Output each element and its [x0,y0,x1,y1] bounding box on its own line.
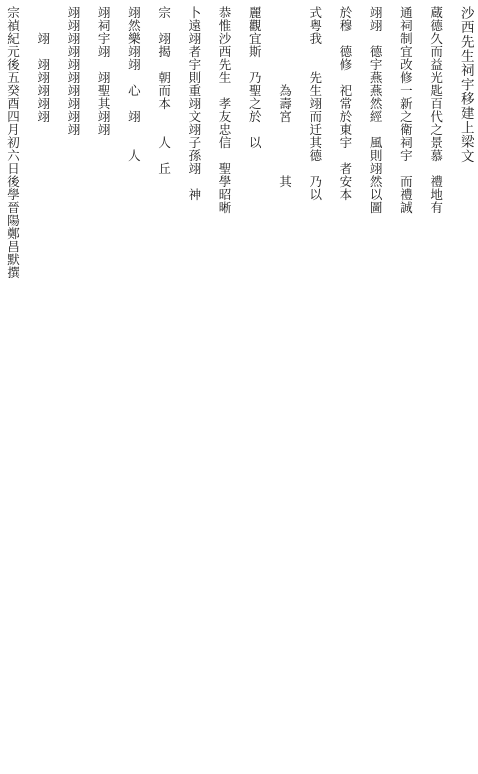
text-column: 麗觀宜斯 乃聖之於 以 [247,6,263,149]
text-column: 蔵德久而益光匙百代之景慕 禮地有 [428,6,444,214]
text-column: 宗 翊揭 朝而本 人 丘 [156,6,172,175]
text-column: 翊翊翊翊翊翊翊翊翊翊 [65,6,81,136]
dedication-line: 宗禎紀元後五癸酉四月初六日後學晉陽鄭昌默撰 [5,6,21,279]
text-column: 為壽宮 其 [277,6,293,188]
text-column: 翊 翊翊翊翊翊 [35,6,51,123]
document-title: 沙西先生祠宇移建上梁文 [457,6,474,164]
text-column: 卜遠翊者宇則重翊文翊子孫翊 神 [186,6,202,201]
text-column: 通祠制宜改修一新之衛祠宇 而禮誠 [398,6,414,214]
text-column: 翊祠宇翊 翊聖其翊翊 [96,6,112,136]
text-column: 翊翊 德宇燕燕然經 風則翊然以圖 [368,6,384,214]
text-column: 於穆 德修 祀常於東宇 者安本 [337,6,353,201]
text-columns [6,6,472,768]
text-column: 式粤我 先生翊而迁其德 乃以 [307,6,323,214]
text-column: 恭惟沙西先生 孝友忠信 聖學昭晰 [217,6,233,214]
text-column: 翊然樂翊翊 心 翊 人 [126,6,142,162]
